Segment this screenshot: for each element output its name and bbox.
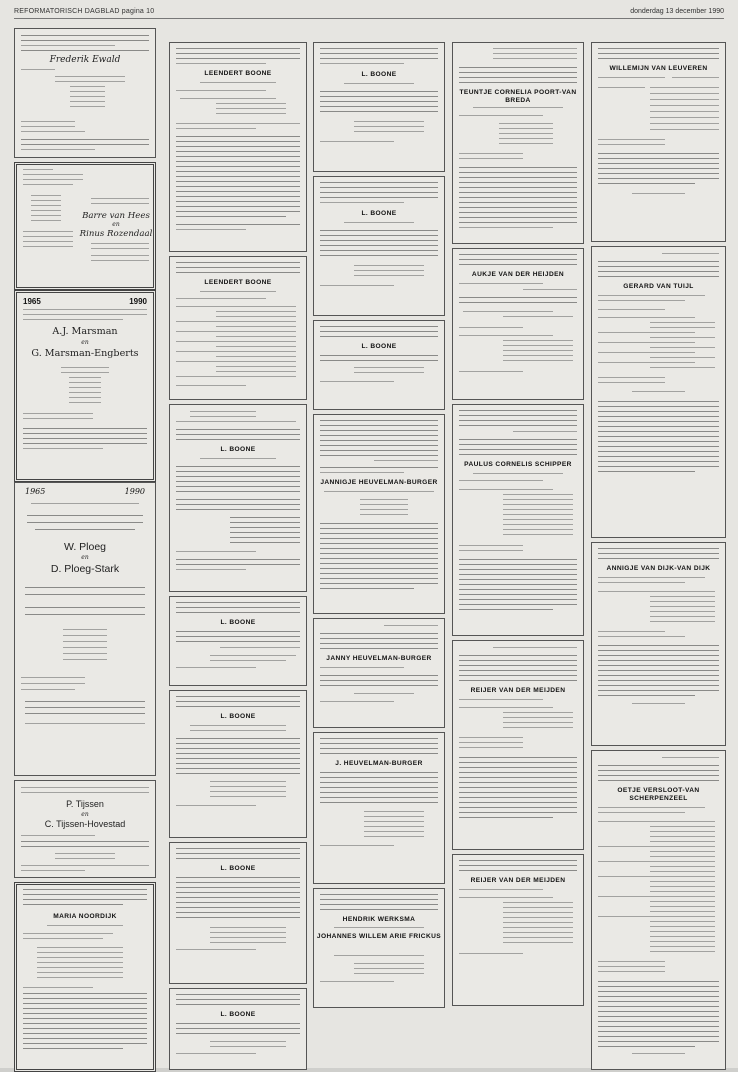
name-l-boone: L. BOONE: [220, 713, 256, 720]
obituary-noordijk: [14, 882, 156, 1072]
name-j-heuvelman-burger: J. HEUVELMAN-BURGER: [335, 760, 423, 767]
name-tijssen: P. Tijssen: [66, 799, 104, 809]
name-jannigje-heuvelman-burger: JANNIGJE HEUVELMAN-BURGER: [320, 479, 438, 486]
name-marsman: A.J. Marsman: [52, 326, 118, 337]
anniversary-ploeg: 1965 1990 W. Ploeg en D. Ploeg-Stark: [14, 482, 156, 776]
obituary-jannigje-heuvelman: [313, 414, 445, 614]
name-johannes-frickus: JOHANNES WILLEM ARIE FRICKUS: [316, 933, 442, 940]
page-header: [14, 6, 724, 19]
name-rinus-rozendaal: Rinus Rozendaal: [79, 229, 153, 239]
name-aukje-van-der-heijden: AUKJE VAN DER HEIJDEN: [471, 271, 565, 278]
obituary-gerard-van-tuijl: [591, 246, 726, 538]
obituary-j-heuvelman: [313, 732, 445, 884]
obituary-oetje-versloot: [591, 750, 726, 1070]
name-l-boone: L. BOONE: [361, 71, 397, 78]
year-1965: 1965: [25, 487, 46, 496]
name-l-boone: L. BOONE: [220, 619, 256, 626]
obituary-boone-a: [313, 42, 445, 172]
name-barre-van-hees: Barre van Hees: [82, 211, 150, 221]
name-hendrik-werksma: HENDRIK WERKSMA: [342, 916, 416, 923]
name-leendert-boone: LEENDERT BOONE: [204, 70, 272, 77]
obituary-annigje-van-dijk: [591, 542, 726, 746]
obituary-janny-heuvelman: [313, 618, 445, 728]
announcement-ewald: [14, 28, 156, 158]
obituary-l-boone-6: [169, 842, 307, 984]
year-1990: 1990: [129, 297, 147, 306]
obituary-paulus-schipper: [452, 404, 584, 636]
name-janny-heuvelman-burger: JANNY HEUVELMAN-BURGER: [326, 655, 432, 662]
name-ploeg-stark: D. Ploeg-Stark: [50, 563, 120, 575]
obituary-l-boone-4: [169, 596, 307, 686]
announcement-birth: Barre van Hees en Rinus Rozendaal: [14, 162, 156, 290]
year-1965: 1965: [23, 297, 41, 306]
name-l-boone: L. BOONE: [220, 1011, 256, 1018]
obituary-l-boone-7: [169, 988, 307, 1070]
name-leendert-boone: LEENDERT BOONE: [204, 279, 272, 286]
name-maria-noordijk: MARIA NOORDIJK: [53, 913, 117, 920]
anniversary-tijssen: P. Tijssen en C. Tijssen-Hovestad: [14, 780, 156, 878]
name-l-boone: L. BOONE: [220, 865, 256, 872]
obituary-reijer-van-der-meijden: [452, 640, 584, 850]
obituary-werksma: [313, 888, 445, 1008]
obituary-l-boone-5: [169, 690, 307, 838]
anniversary-marsman: 1965 1990 A.J. Marsman en G. Marsman-Engberts: [14, 290, 156, 482]
name-l-boone: L. BOONE: [361, 210, 397, 217]
obituary-teuntje-poort: [452, 42, 584, 244]
name-reijer-van-der-meijden: REIJER VAN DER MEIJDEN: [470, 877, 566, 884]
name-marsman-engberts: G. Marsman-Engberts: [31, 348, 139, 359]
obituary-aukje-van-der-heijden: [452, 248, 584, 400]
name-teuntje-poort-van-breda: TEUNTJE CORNELIA POORT-VAN BREDA: [459, 89, 577, 104]
obituary-boone-c: [313, 320, 445, 410]
obituary-leendert-boone-2: [169, 256, 307, 400]
year-1990: 1990: [124, 487, 145, 496]
name-gerard-van-tuijl: GERARD VAN TUIJL: [623, 283, 694, 290]
name-ploeg: W. Ploeg: [63, 541, 107, 553]
name-willemijn-van-leuveren: WILLEMIJN VAN LEUVEREN: [609, 65, 708, 72]
name-reijer-van-der-meijden: REIJER VAN DER MEIJDEN: [470, 687, 566, 694]
name-annigje-van-dijk: ANNIGJE VAN DIJK-VAN DIJK: [606, 565, 711, 572]
name-l-boone: L. BOONE: [361, 343, 397, 350]
page-header-left: REFORMATORISCH DAGBLAD pagina 10: [14, 8, 155, 15]
obituary-leendert-boone-1: [169, 42, 307, 252]
name-oetje-versloot: OETJE VERSLOOT-VAN SCHERPENZEEL: [617, 787, 700, 802]
obituary-reijer-van-der-meijden-2: [452, 854, 584, 1006]
name-l-boone: L. BOONE: [220, 446, 256, 453]
obituary-willemijn: [591, 42, 726, 242]
page-header-date: donderdag 13 december 1990: [630, 8, 724, 15]
obituary-l-boone-3: [169, 404, 307, 592]
obituary-boone-b: [313, 176, 445, 316]
name-tijssen-hovestad: C. Tijssen-Hovestad: [44, 819, 126, 829]
name-frederik-ewald: Frederik Ewald: [49, 55, 121, 65]
name-paulus-cornelis-schipper: PAULUS CORNELIS SCHIPPER: [464, 461, 572, 468]
